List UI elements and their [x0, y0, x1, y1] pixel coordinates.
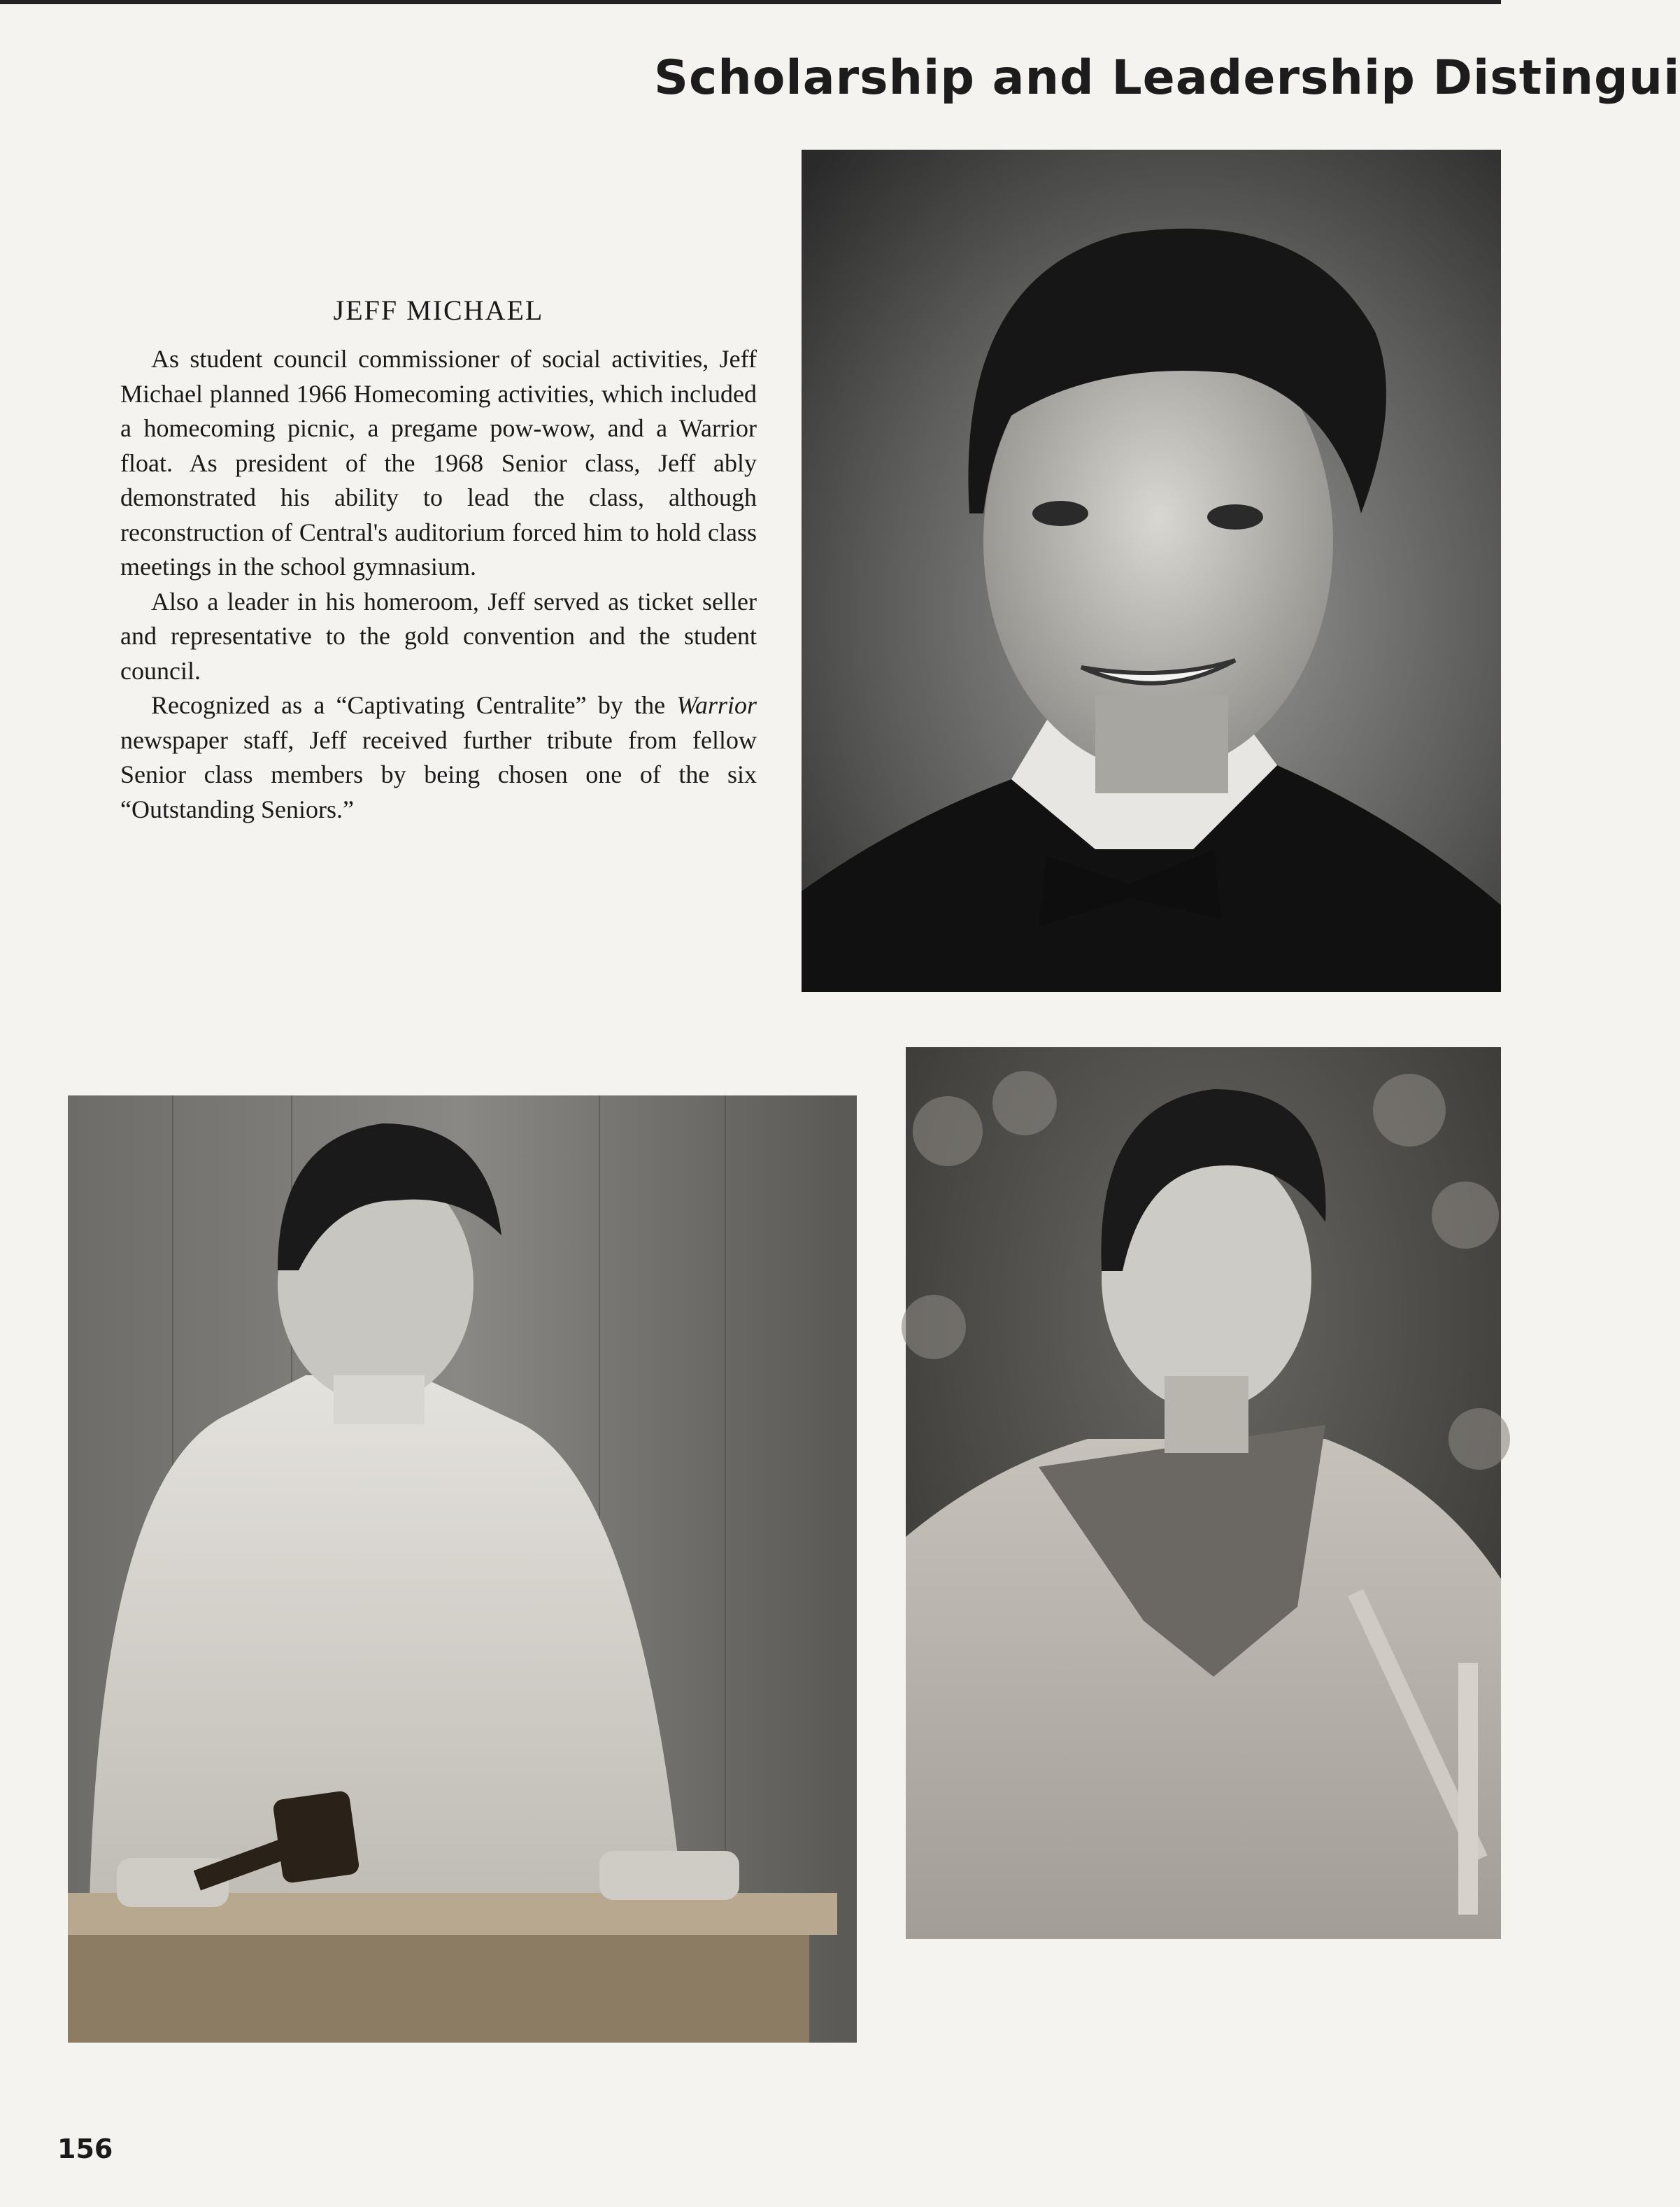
- gavel-podium-photo: [68, 1095, 857, 2043]
- student-name: JEFF MICHAEL: [333, 294, 544, 326]
- page-number: 156: [57, 2134, 113, 2164]
- gavel-podium-photo-image: [68, 1095, 857, 2043]
- portrait-photo: [802, 150, 1501, 992]
- article-paragraph-1: As student council commissioner of social activities, Jeff Michael planned 1966 Homecoming activities, which included a homecoming picnic, a pregame pow-wow, and a Warrior float. As president of the 1968 Senior class, Jeff ably demonstrated his ability to lead the class, although reconstruction of Central's auditorium forced him to hold class meetings in the school gymnasium.: [120, 345, 757, 581]
- portrait-photo-image: [802, 150, 1501, 992]
- gown-microphone-photo-image: [906, 1047, 1501, 1939]
- page-heading: Scholarship and Leadership Distingui: [654, 50, 1680, 106]
- gown-microphone-photo: [906, 1047, 1501, 1939]
- article-paragraph-2: Also a leader in his homeroom, Jeff served as ticket seller and representative to the gold convention and the student council.: [120, 587, 757, 685]
- paragraph-3-start: Recognized as a “Captivating Centralite” by the: [151, 691, 677, 719]
- newspaper-name: Warrior: [676, 691, 757, 719]
- top-border: [0, 0, 1501, 4]
- paragraph-3-end: newspaper staff, Jeff received further tribute from fellow Senior class members by being chosen one of the six “Outstanding Seniors.”: [120, 725, 757, 823]
- profile-article: [120, 294, 757, 827]
- article-paragraph-3: [120, 688, 757, 827]
